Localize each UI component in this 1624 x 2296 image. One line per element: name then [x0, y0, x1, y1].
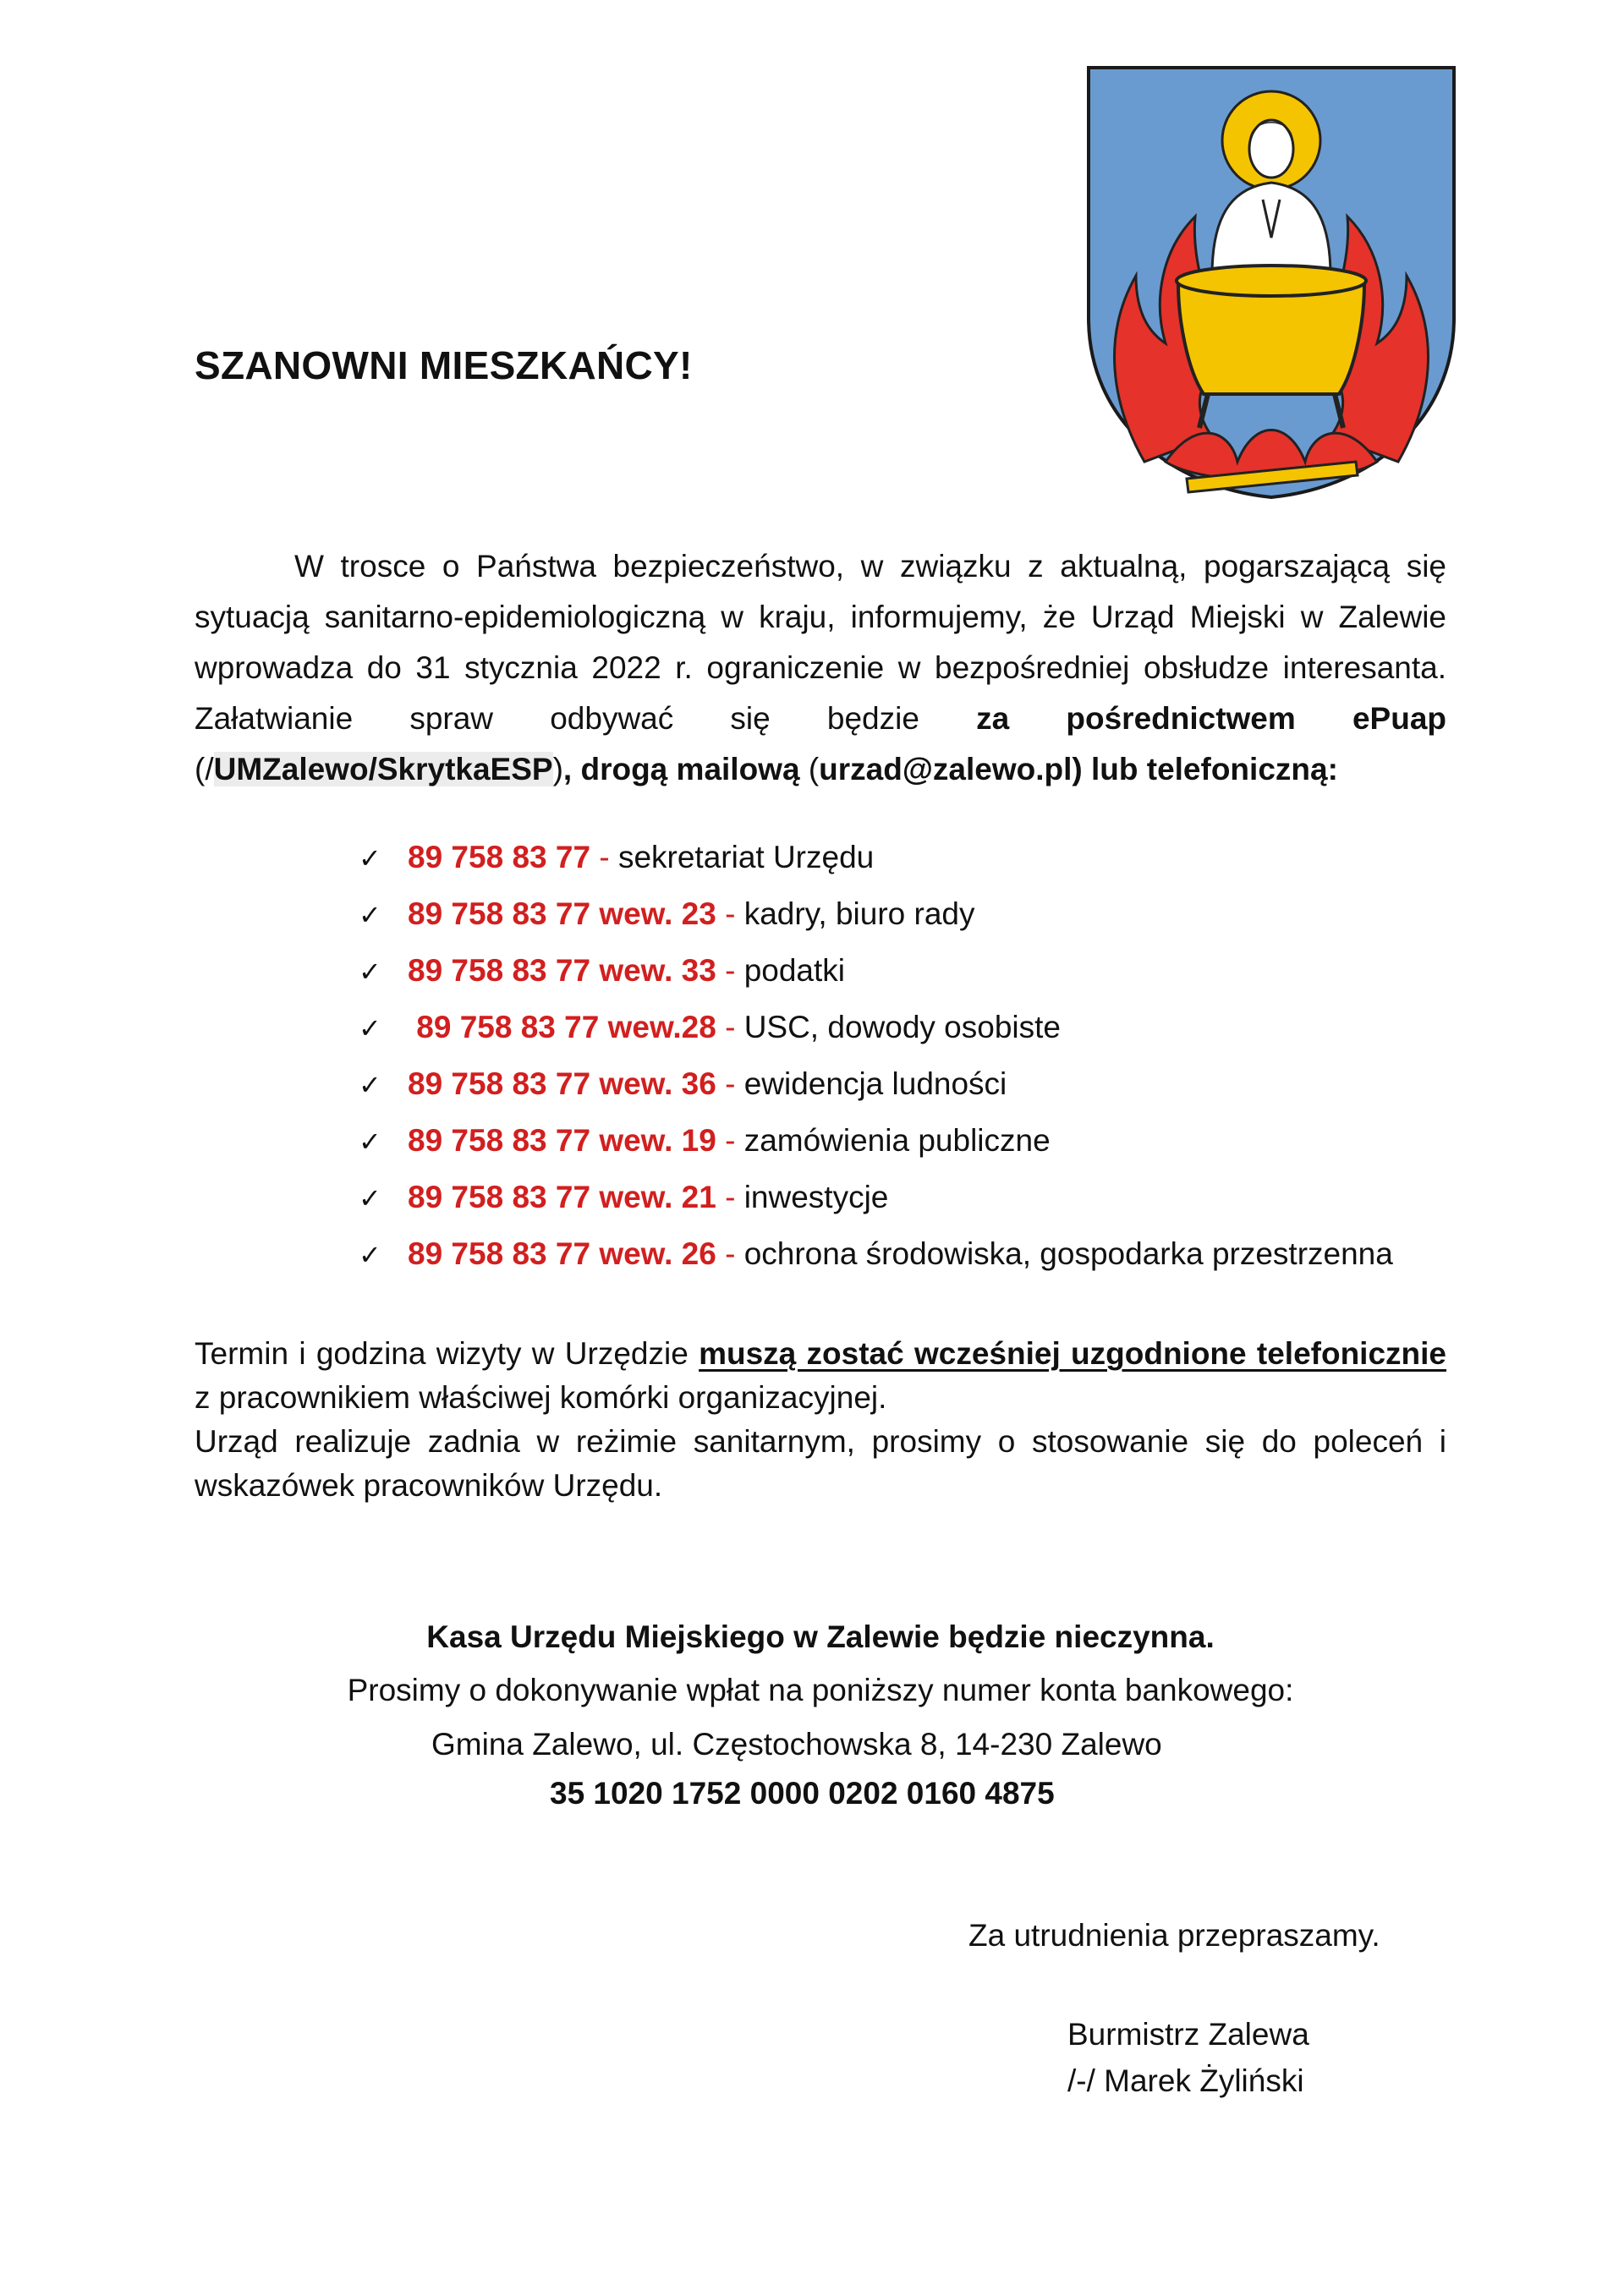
- contact-desc: USC, dowody osobiste: [743, 1010, 1061, 1044]
- cashier-closed-heading: Kasa Urzędu Miejskiego w Zalewie będzie nieczynna.: [426, 1619, 1215, 1654]
- intro-paragraph: [195, 541, 1446, 795]
- contact-list: [359, 829, 1393, 1282]
- dash: -: [590, 840, 618, 874]
- office-address: Gmina Zalewo, ul. Częstochowska 8, 14-230 Zalewo: [431, 1727, 1162, 1762]
- list-item: [359, 1169, 1393, 1225]
- list-item: [359, 1225, 1393, 1282]
- payment-instructions: Prosimy o dokonywanie wpłat na poniższy numer konta bankowego:: [347, 1673, 1294, 1707]
- list-item: [359, 1112, 1393, 1169]
- coat-of-arms-emblem: [1085, 64, 1457, 501]
- bank-account-number: 35 1020 1752 0000 0202 0160 4875: [550, 1776, 1055, 1811]
- check-icon: ✓: [359, 1069, 381, 1101]
- mail-open: (: [799, 752, 820, 786]
- epuap-label: za pośrednictwem ePuap: [976, 701, 1446, 736]
- contact-desc: zamówienia publiczne: [743, 1123, 1051, 1158]
- phone-number[interactable]: 89 758 83 77 wew. 23: [408, 896, 716, 931]
- check-icon: ✓: [359, 842, 381, 874]
- list-item: [359, 885, 1393, 942]
- dash: -: [716, 896, 744, 931]
- epuap-address[interactable]: UMZalewo/SkrytkaESP: [213, 752, 553, 786]
- list-item: [359, 829, 1393, 885]
- list-item: [359, 942, 1393, 999]
- phone-number[interactable]: 89 758 83 77: [408, 840, 591, 874]
- phone-number[interactable]: 89 758 83 77 wew. 36: [408, 1066, 716, 1101]
- terms-emphasis: muszą zostać wcześniej uzgodnione telefonicznie: [699, 1336, 1446, 1371]
- apology-text: Za utrudnienia przepraszamy.: [968, 1918, 1380, 1953]
- phone-number[interactable]: 89 758 83 77 wew. 19: [408, 1123, 716, 1158]
- check-icon: ✓: [359, 956, 381, 988]
- phone-label: ) lub telefoniczną:: [1072, 752, 1338, 786]
- phone-number[interactable]: 89 758 83 77 wew.28: [408, 1010, 716, 1044]
- phone-number[interactable]: 89 758 83 77 wew. 33: [408, 953, 716, 988]
- contact-desc: inwestycje: [743, 1180, 889, 1214]
- contact-desc: sekretariat Urzędu: [617, 840, 875, 874]
- signature-role: Burmistrz Zalewa: [1067, 2017, 1309, 2052]
- terms-text-3: Urząd realizuje zadnia w reżimie sanitarnym, prosimy o stosowanie się do poleceń i wskazówek pracowników Urzędu.: [195, 1424, 1446, 1503]
- mail-label: , drogą mailową: [562, 752, 800, 786]
- terms-text-2: z pracownikiem właściwej komórki organizacyjnej.: [195, 1380, 887, 1415]
- epuap-open: (/: [195, 752, 214, 786]
- dash: -: [716, 953, 744, 988]
- terms-paragraph: [195, 1332, 1446, 1508]
- check-icon: ✓: [359, 1126, 381, 1158]
- contact-desc: ochrona środowiska, gospodarka przestrzenna: [743, 1236, 1393, 1271]
- list-item: [359, 999, 1393, 1055]
- dash: -: [716, 1066, 744, 1101]
- contact-desc: ewidencja ludności: [743, 1066, 1007, 1101]
- phone-number[interactable]: 89 758 83 77 wew. 26: [408, 1236, 716, 1271]
- epuap-close: ): [552, 752, 563, 786]
- check-icon: ✓: [359, 1012, 381, 1044]
- dash: -: [716, 1123, 744, 1158]
- check-icon: ✓: [359, 1239, 381, 1271]
- list-item: [359, 1055, 1393, 1112]
- check-icon: ✓: [359, 899, 381, 931]
- dash: -: [716, 1010, 744, 1044]
- phone-number[interactable]: 89 758 83 77 wew. 21: [408, 1180, 716, 1214]
- dash: -: [716, 1236, 744, 1271]
- page-title: SZANOWNI MIESZKAŃCY!: [195, 343, 693, 387]
- terms-text: Termin i godzina wizyty w Urzędzie: [195, 1336, 700, 1371]
- intro-text: W trosce o Państwa bezpieczeństwo, w związku z aktualną, pogarszającą się sytuacją sanitarno-epidemiologiczną w kraju, informujemy, że Urząd Miejski w Zalewie wprowadza do 31 stycznia 2022 r. ograniczenie w bezpośredniej obsłudze interesanta. Załatwianie spraw odbywać się będzie: [195, 549, 1446, 736]
- contact-desc: kadry, biuro rady: [743, 896, 975, 931]
- dash: -: [716, 1180, 744, 1214]
- check-icon: ✓: [359, 1182, 381, 1214]
- email-link[interactable]: urzad@zalewo.pl: [819, 752, 1073, 786]
- contact-desc: podatki: [743, 953, 845, 988]
- signature-name: /-/ Marek Żyliński: [1067, 2063, 1304, 2098]
